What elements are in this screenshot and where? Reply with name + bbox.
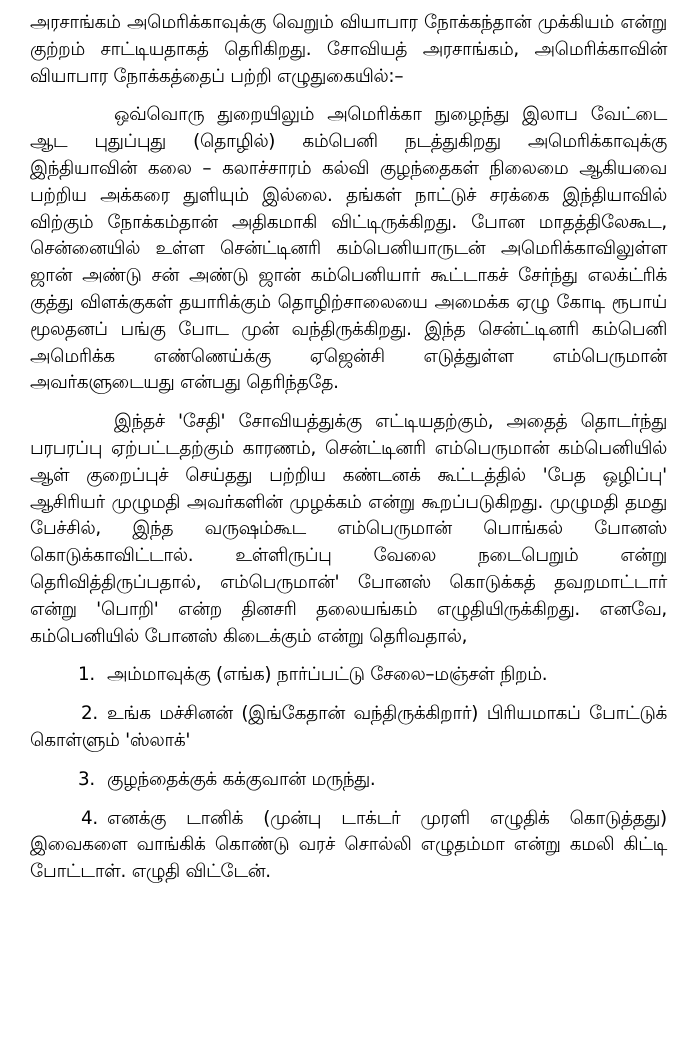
list-item-text: எனக்கு டானிக் (முன்பு டாக்டர் முரளி எழுதிக் கொடுத்தது) இவைகளை வாங்கிக் கொண்டு வரச் சொல்லி எழுதம்மா என்று கமலி கிட்டி போட்டாள். எழுதி விட்டேன்.: [30, 807, 667, 883]
list-item: 4. எனக்கு டானிக் (முன்பு டாக்டர் முரளி எழுதிக் கொடுத்தது) இவைகளை வாங்கிக் கொண்டு வரச் சொல்லி எழுதம்மா என்று கமலி கிட்டி போட்டாள். எழுதி விட்டேன்.: [30, 807, 667, 883]
paragraph: அரசாங்கம் அமெரிக்காவுக்கு வெறும் வியாபார நோக்கந்தான் முக்கியம் என்று குற்றம் சாட்டியதாகத் தெரிகிறது. சோவியத் அரசாங்கம், அமெரிக்காவின் வியாபார நோக்கத்தைப் பற்றி எழுதுகையில்:–: [30, 12, 667, 87]
list-item-text: உங்க மச்சினன் (இங்கேதான் வந்திருக்கிறார்) பிரியமாகப் போட்டுக் கொள்ளும் 'ஸ்லாக்': [30, 703, 667, 751]
list-item-text: குழந்தைக்குக் கக்குவான் மருந்து.: [107, 768, 376, 790]
paragraph: ஒவ்வொரு துறையிலும் அமெரிக்கா நுழைந்து இலாப வேட்டை ஆட புதுப்புது (தொழில்) கம்பெனி நடத்துகிறது அமெரிக்காவுக்கு இந்தியாவின் கலை – கலாச்சாரம் கல்வி குழந்தைகள் நிலைமை ஆகியவை பற்றிய அக்கரை துளியும் இல்லை. தங்கள் நாட்டுச் சரக்கை இந்தியாவில் விற்கும் நோக்கம்தான் அதிகமாகி விட்டிருக்கிறது. போன மாதத்திலேகூட, சென்னையில் உள்ள சென்ட்டினரி கம்பெனியாருடன் அமெரிக்காவிலுள்ள ஜான் அண்டு சன் அண்டு ஜான் கம்பெனியார் கூட்டாகச் சேர்ந்து எலக்ட்ரிக் குத்து விளக்குகள் தயாரிக்கும் தொழிற்சாலையை அமைக்க ஏழு கோடி ரூபாய் மூலதனப் பங்கு போட முன் வந்திருக்கிறது. இந்த சென்ட்டினரி கம்பெனி அமெரிக்க எண்ணெய்க்கு ஏஜென்சி எடுத்துள்ள எம்பெருமான் அவர்களுடையது என்பது தெரிந்ததே.: [30, 104, 667, 394]
paragraph: இந்தச் 'சேதி' சோவியத்துக்கு எட்டியதற்கும், அதைத் தொடர்ந்து பரபரப்பு ஏற்பட்டதற்கும் காரணம், சென்ட்டினரி எம்பெருமான் கம்பெனியில் ஆள் குறைப்புச் செய்தது பற்றிய கண்டனக் கூட்டத்தில் 'பேத ஒழிப்பு' ஆசிரியர் முழுமதி அவர்களின் முழக்கம் என்று கூறப்படுகிறது. முழுமதி தமது பேச்சில், இந்த வருஷம்கூட எம்பெருமான் பொங்கல் போனஸ் கொடுக்காவிட்டால். உள்ளிருப்பு வேலை நடைபெறும் என்று தெரிவித்திருப்பதால், எம்பெருமான்' போனஸ் கொடுக்கத் தவறமாட்டார் என்று 'பொறி' என்ற தினசரி தலையங்கம் எழுதியிருக்கிறது. எனவே, கம்பெனியில் போனஸ் கிடைக்கும் என்று தெரிவதால்,: [30, 411, 667, 647]
list-item: [30, 662, 667, 689]
list-item-number: 3.: [77, 768, 95, 790]
list-item-number: 1.: [77, 664, 95, 686]
list-item-text: அம்மாவுக்கு (எங்க) நார்ப்பட்டு சேலை–மஞ்சள் நிறம்.: [107, 664, 548, 686]
list-item: [30, 767, 667, 794]
list-item: 2. உங்க மச்சினன் (இங்கேதான் வந்திருக்கிறார்) பிரியமாகப் போட்டுக் கொள்ளும் 'ஸ்லாக்': [30, 703, 667, 751]
